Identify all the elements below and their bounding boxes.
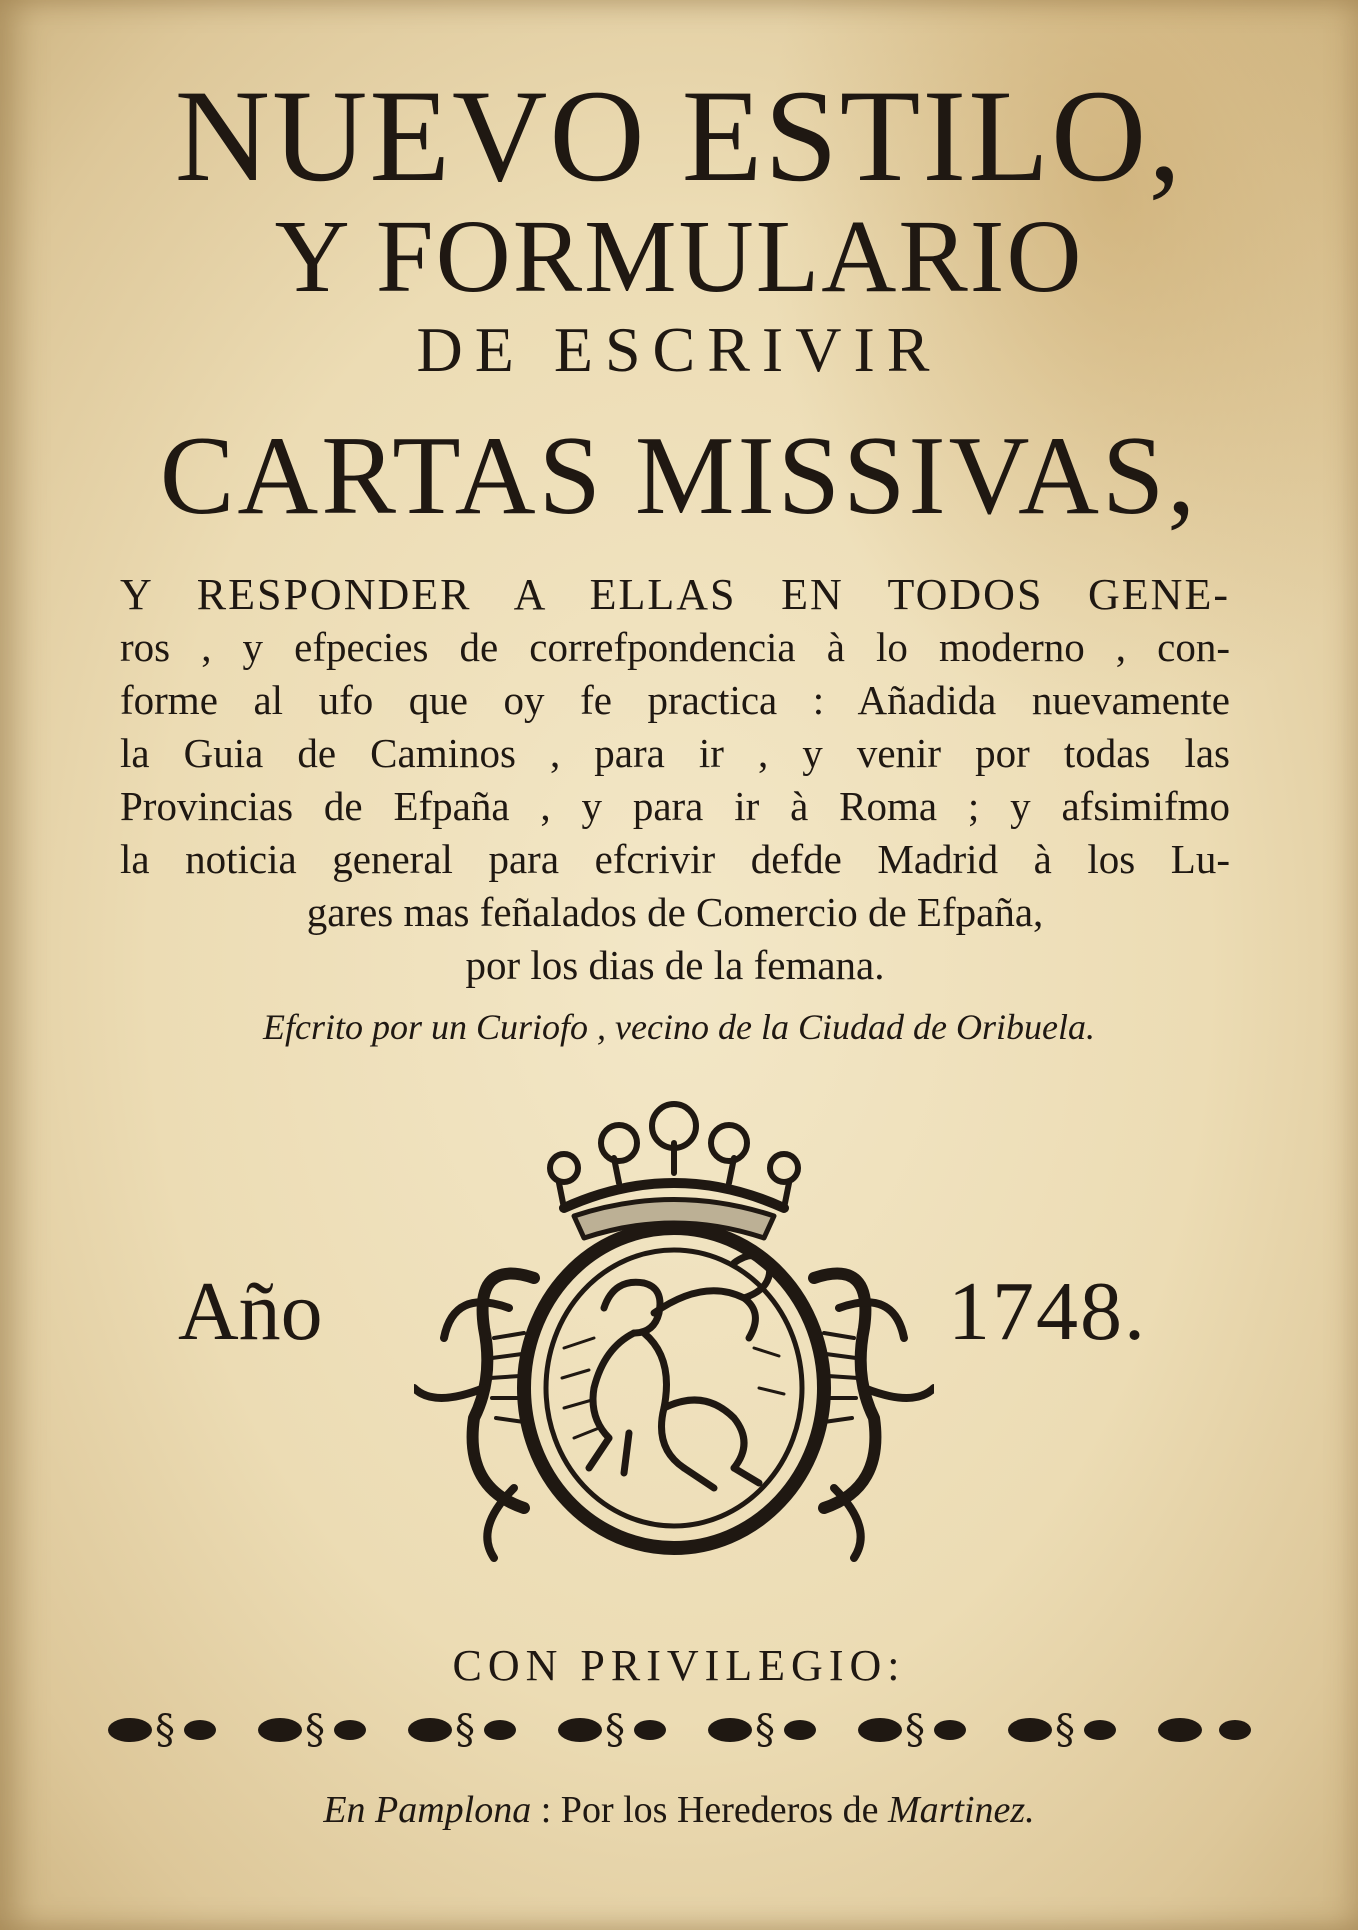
subtitle-block <box>120 568 1230 992</box>
imprint-printer: Martinez. <box>887 1789 1035 1831</box>
svg-text:§: § <box>905 1707 925 1753</box>
lion-rampant-icon <box>589 1256 770 1489</box>
ornament-unit-icon <box>258 1707 366 1753</box>
svg-text:§: § <box>605 1707 625 1753</box>
privilege-line: CON PRIVILEGIO: <box>452 1641 906 1690</box>
subtitle-line: ros , y efpecies de correfpondencia à lo moderno , con- <box>120 624 1230 670</box>
title-line-2: Y FORMULARIO <box>274 199 1084 314</box>
printers-ornament-row <box>100 1705 1260 1755</box>
svg-text:§: § <box>455 1707 475 1753</box>
crown-icon <box>550 1104 798 1238</box>
crowned-lion-crest-icon <box>414 1088 934 1608</box>
subtitle-line: Y RESPONDER A ELLAS EN TODOS GENE- <box>120 570 1230 619</box>
ornament-unit-icon <box>858 1707 966 1753</box>
ornament-unit-icon <box>408 1707 516 1753</box>
ornament-unit-icon <box>108 1707 216 1753</box>
author-line: Efcrito por un Curiofo , vecino de la Ciudad de Oribuela. <box>263 1007 1095 1047</box>
subtitle-line: gares mas feñalados de Comercio de Efpaña, <box>306 889 1044 935</box>
ornament-unit-icon <box>708 1707 816 1753</box>
subtitle-line: la Guia de Caminos , para ir , y venir por todas las <box>120 730 1230 776</box>
year-label: Año <box>178 1265 323 1358</box>
title-line-4: CARTAS MISSIVAS, <box>159 414 1199 538</box>
svg-text:§: § <box>1055 1707 1075 1753</box>
ornament-unit-icon <box>1158 1718 1251 1742</box>
ornament-unit-icon <box>1008 1707 1116 1753</box>
title-line-3: DE ESCRIVIR <box>416 314 942 385</box>
imprint-place: En Pamplona <box>323 1789 532 1831</box>
svg-text:§: § <box>305 1707 325 1753</box>
subtitle-line: forme al ufo que oy fe practica : Añadida nuevamente <box>120 677 1230 723</box>
svg-text:§: § <box>755 1707 775 1753</box>
imprint-line <box>0 1788 1358 1832</box>
year-value: 1748. <box>948 1265 1147 1358</box>
subtitle-line: por los dias de la femana. <box>465 942 885 988</box>
title-line-1: NUEVO ESTILO, <box>174 62 1184 209</box>
imprint-separator: : Por los Herederos de <box>531 1789 888 1831</box>
ornament-unit-icon <box>558 1707 666 1753</box>
subtitle-line: Provincias de Efpaña , y para ir à Roma ; y afsimifmo <box>120 783 1230 829</box>
subtitle-line: la noticia general para efcrivir defde Madrid à los Lu- <box>120 836 1230 882</box>
svg-text:§: § <box>155 1707 175 1753</box>
